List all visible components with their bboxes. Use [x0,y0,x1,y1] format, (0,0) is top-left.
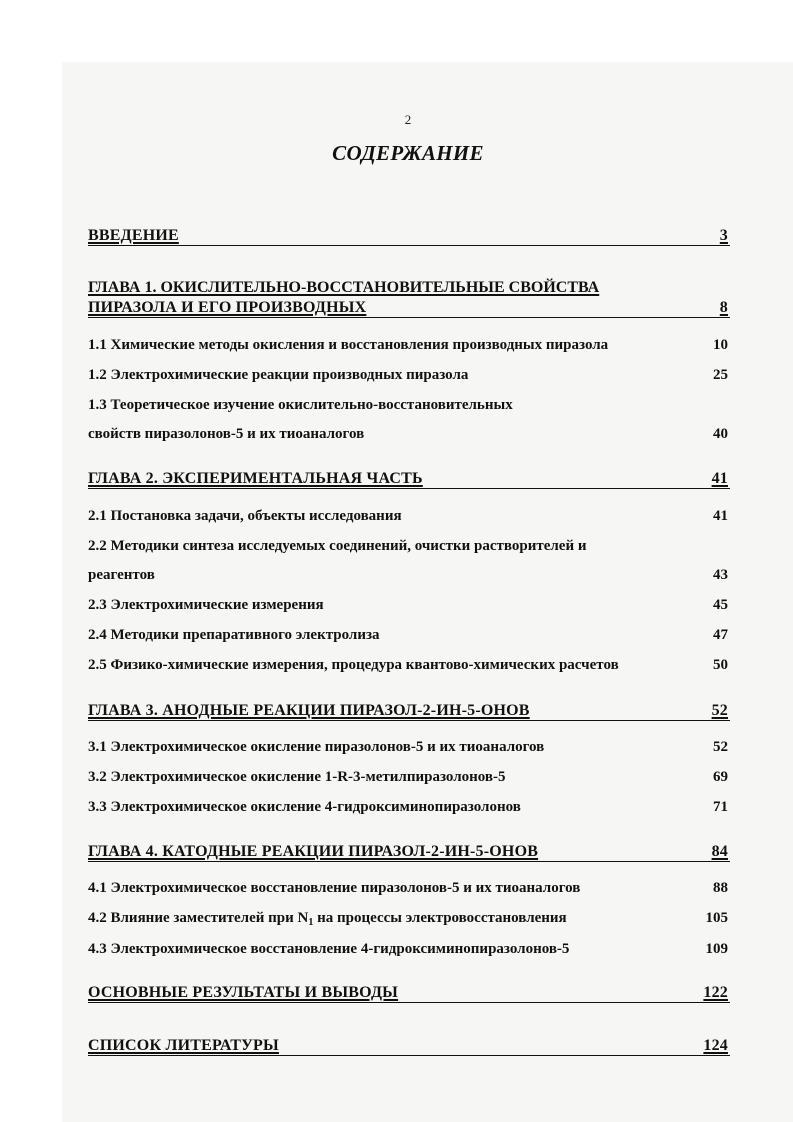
toc-entry-1-3[interactable] [88,425,730,443]
toc-entry-text: реагентов [88,567,155,583]
toc-page-number: 40 [713,426,728,442]
toc-entry-2-1[interactable] [88,507,730,525]
toc-page-number: 43 [713,567,728,583]
toc-page-number: 45 [713,597,728,613]
toc-page-number: 88 [713,880,728,896]
toc-entry-1-3-line1[interactable] [88,396,730,414]
toc-entry-text: 1.3 Теоретическое изучение окислительно-восстановительных [88,397,513,413]
toc-entry-2-2-line1[interactable] [88,537,730,555]
toc-page-number: 3 [719,227,728,244]
toc-heading-chapter-1[interactable] [88,299,730,318]
toc-entry-4-1[interactable] [88,879,730,897]
toc-page-number: 71 [713,799,728,815]
toc-entry-text: 2.3 Электрохимические измерения [88,597,324,613]
toc-entry-text-part: на процессы электровосстановления [313,910,567,926]
toc-page-number: 25 [713,367,728,383]
toc-page-number: 41 [713,508,728,524]
toc-entry-2-3[interactable] [88,596,730,614]
toc-page-number: 47 [713,627,728,643]
toc-entry-text: 3.1 Электрохимическое окисление пиразолонов-5 и их тиоаналогов [88,739,545,755]
toc-entry-text-part: 4.2 Влияние заместителей при N [88,910,309,926]
toc-entry-text: ГЛАВА 4. КАТОДНЫЕ РЕАКЦИИ ПИРАЗОЛ-2-ИН-5-ОНОВ [88,843,539,860]
toc-entry-1-2[interactable] [88,366,730,384]
scan-margin-left [0,0,62,1122]
subscript-index: 1 [308,917,314,928]
toc-entry-text: 2.2 Методики синтеза исследуемых соединений, очистки растворителей и [88,538,587,554]
toc-entry-text: 2.4 Методики препаративного электролиза [88,627,380,643]
toc-page-number: 41 [711,470,728,487]
toc-page-number: 8 [719,299,728,316]
toc-entry-text: ПИРАЗОЛА И ЕГО ПРОИЗВОДНЫХ [88,299,367,316]
toc-page-number: 124 [703,1037,728,1054]
toc-entry-text: 3.2 Электрохимическое окисление 1-R-3-метилпиразолонов-5 [88,769,506,785]
toc-entry-text: 3.3 Электрохимическое окисление 4-гидроксиминопиразолонов [88,799,521,815]
toc-page-number: 105 [705,910,728,926]
toc-page-number: 122 [703,984,728,1001]
toc-entry-3-1[interactable] [88,738,730,756]
toc-entry-text: 1.1 Химические методы окисления и восстановления производных пиразола [88,337,609,353]
toc-entry-text: ОСНОВНЫЕ РЕЗУЛЬТАТЫ И ВЫВОДЫ [88,984,399,1001]
toc-entry-text: ГЛАВА 3. АНОДНЫЕ РЕАКЦИИ ПИРАЗОЛ-2-ИН-5-ОНОВ [88,702,530,719]
toc-heading-chapter-4[interactable] [88,843,730,862]
toc-entry-2-5[interactable] [88,656,730,674]
toc-entry-4-2[interactable] [88,909,730,932]
toc-entry-text: 4.3 Электрохимическое восстановление 4-гидроксиминопиразолонов-5 [88,941,570,957]
toc-entry-2-2[interactable] [88,566,730,584]
toc-entry-text: ВВЕДЕНИЕ [88,227,179,244]
toc-entry-text: 2.1 Постановка задачи, объекты исследования [88,508,402,524]
toc-heading-chapter-1-line1[interactable]: ГЛАВА 1. ОКИСЛИТЕЛЬНО-ВОССТАНОВИТЕЛЬНЫЕ СВОЙСТВА [88,279,600,296]
toc-entry-text: ГЛАВА 2. ЭКСПЕРИМЕНТАЛЬНАЯ ЧАСТЬ [88,470,423,487]
toc-page-number: 69 [713,769,728,785]
toc-entry-text: 1.2 Электрохимические реакции производных пиразола [88,367,469,383]
toc-page-number: 50 [713,657,728,673]
toc-heading-references[interactable] [88,1037,730,1056]
toc-entry-4-3[interactable] [88,940,730,958]
toc-page-number: 52 [711,702,728,719]
toc-entry-3-2[interactable] [88,768,730,786]
toc-entry-2-4[interactable] [88,626,730,644]
toc-title: СОДЕРЖАНИЕ [332,141,484,165]
toc-page-number: 109 [705,941,728,957]
toc-heading-chapter-3[interactable] [88,702,730,721]
toc-entry-text: 2.5 Физико-химические измерения, процедура квантово-химических расчетов [88,657,619,673]
toc-entry-3-3[interactable] [88,798,730,816]
page-number: 2 [404,112,412,127]
toc-entry-text: 4.1 Электрохимическое восстановление пиразолонов-5 и их тиоаналогов [88,880,581,896]
toc-heading-chapter-2[interactable] [88,470,730,489]
toc-heading-introduction[interactable] [88,227,730,246]
toc-entry-1-1[interactable] [88,336,730,354]
toc-heading-conclusions[interactable] [88,984,730,1003]
toc-entry-text: СПИСОК ЛИТЕРАТУРЫ [88,1037,279,1054]
toc-entry-text: свойств пиразолонов-5 и их тиоаналогов [88,426,365,442]
toc-page-number: 84 [711,843,728,860]
scan-margin-top [0,0,793,62]
toc-entry-text [88,910,567,926]
toc-page-number: 10 [713,337,728,353]
toc-page-number: 52 [713,739,728,755]
